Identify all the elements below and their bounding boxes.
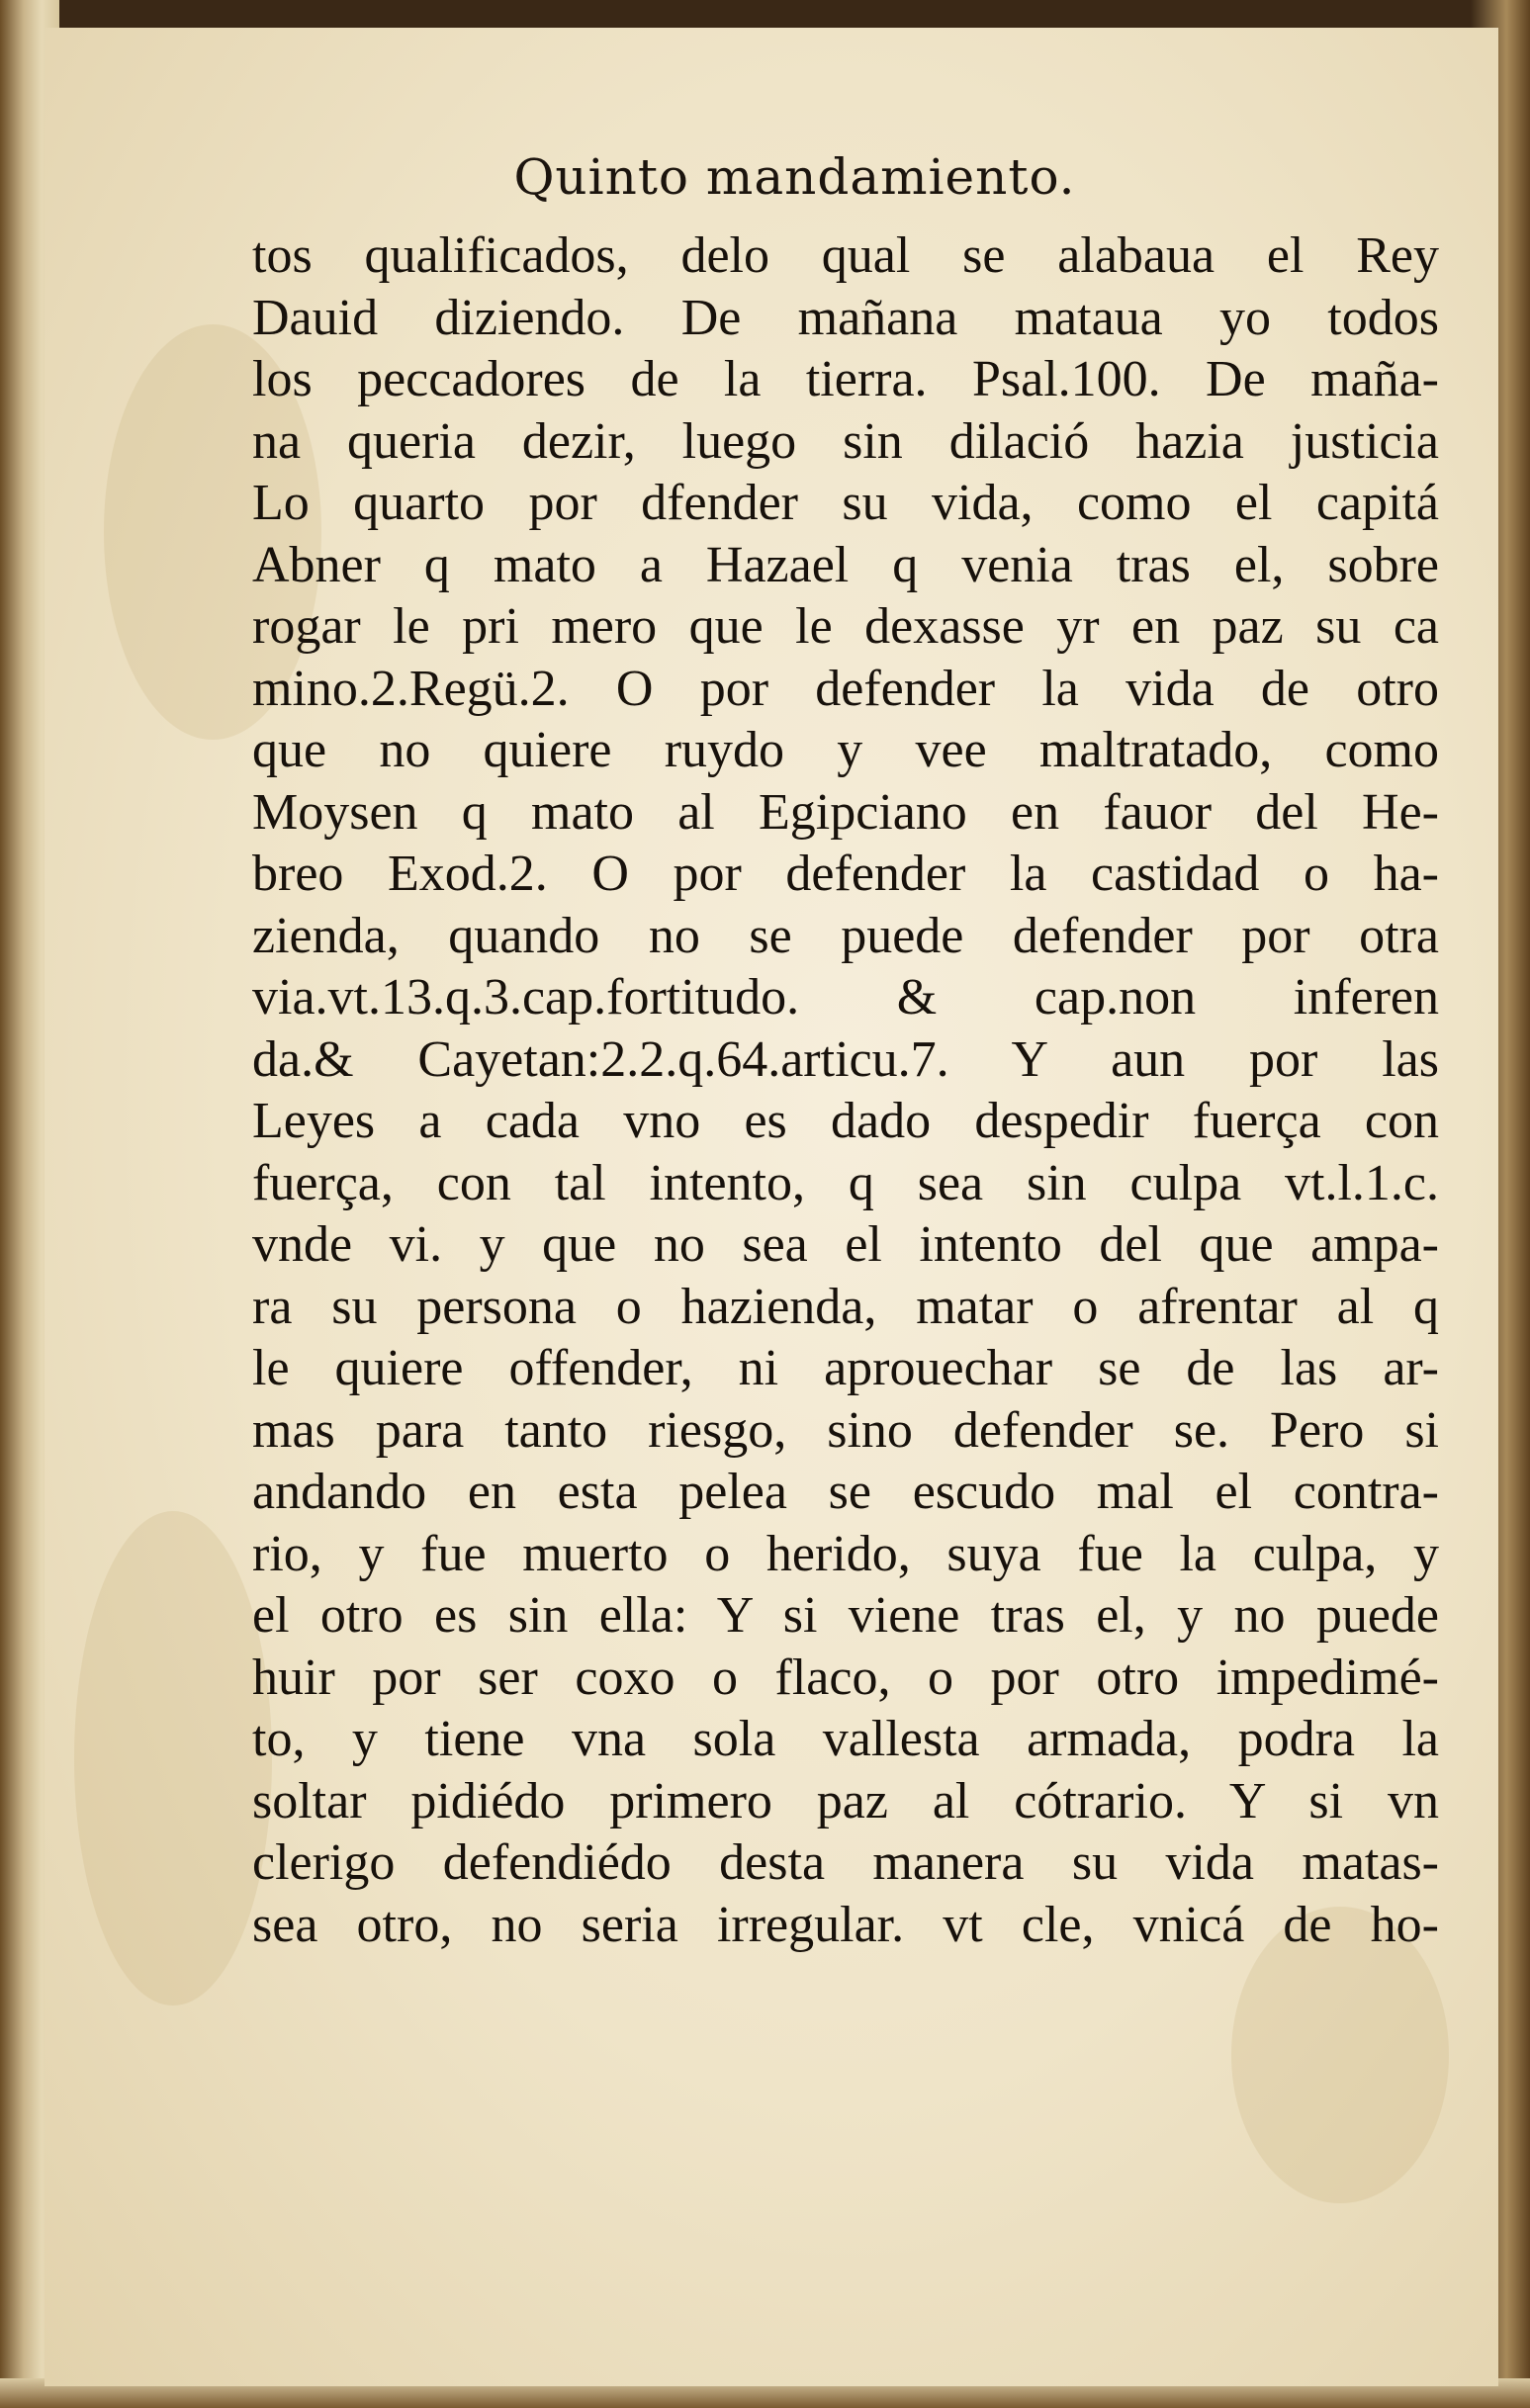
text-line: mas para tanto riesgo, sino defender se. Pero si <box>252 1401 1439 1459</box>
text-line: soltar pidiédo primero paz al cótrario. Y si vn <box>252 1772 1439 1829</box>
text-line: Dauid diziendo. De mañana mataua yo todos <box>252 289 1439 346</box>
text-line: Lo quarto por dfender su vida, como el capitá <box>252 475 1439 531</box>
body-text <box>252 225 1439 1956</box>
text-line: Leyes a cada vno es dado despedir fuerça con <box>252 1093 1439 1149</box>
text-line: zienda, quando no se puede defender por otra <box>252 907 1439 964</box>
text-line: los peccadores de la tierra. Psal.100. De maña- <box>252 351 1439 407</box>
text-line: andando en esta pelea se escudo mal el contra- <box>252 1464 1439 1520</box>
text-line: clerigo defendiédo desta manera su vida matas- <box>252 1834 1439 1891</box>
text-line: sea otro, no seria irregular. vt cle, vnicá de ho- <box>252 1896 1439 1953</box>
text-line: breo Exod.2. O por defender la castidad o ha- <box>252 846 1439 902</box>
text-line: na queria dezir, luego sin dilació hazia justicia <box>252 412 1439 470</box>
running-head: Quinto mandamiento. <box>513 148 1076 206</box>
text-line: fuerça, con tal intento, q sea sin culpa vt.l.1.c. <box>252 1154 1439 1211</box>
text-line: le quiere offender, ni aprouechar se de las ar- <box>252 1340 1439 1396</box>
text-line: via.vt.13.q.3.cap.fortitudo. & cap.non inferen <box>252 969 1439 1026</box>
text-line: mino.2.Regü.2. O por defender la vida de otro <box>252 660 1439 717</box>
text-line: da.& Cayetan:2.2.q.64.articu.7. Y aun por las <box>252 1030 1439 1088</box>
text-line: Abner q mato a Hazael q venia tras el, sobre <box>252 536 1439 593</box>
text-line: tos qualificados, delo qual se alabaua el Rey <box>252 227 1439 284</box>
text-line: el otro es sin ella: Y si viene tras el, y no puede <box>252 1587 1439 1644</box>
text-line: Moysen q mato al Egipciano en fauor del He- <box>252 783 1439 841</box>
paper-stain <box>74 1511 272 2006</box>
text-line: to, y tiene vna sola vallesta armada, podra la <box>252 1711 1439 1767</box>
text-line: huir por ser coxo o flaco, o por otro impedimé- <box>252 1649 1439 1706</box>
text-line: que no quiere ruydo y vee maltratado, como <box>252 722 1439 778</box>
text-line: rogar le pri mero que le dexasse yr en paz su ca <box>252 598 1439 655</box>
text-line: ra su persona o hazienda, matar o afrentar al q <box>252 1278 1439 1335</box>
text-line: rio, y fue muerto o herido, suya fue la culpa, y <box>252 1525 1439 1582</box>
text-line: vnde vi. y que no sea el intento del que ampa- <box>252 1216 1439 1273</box>
